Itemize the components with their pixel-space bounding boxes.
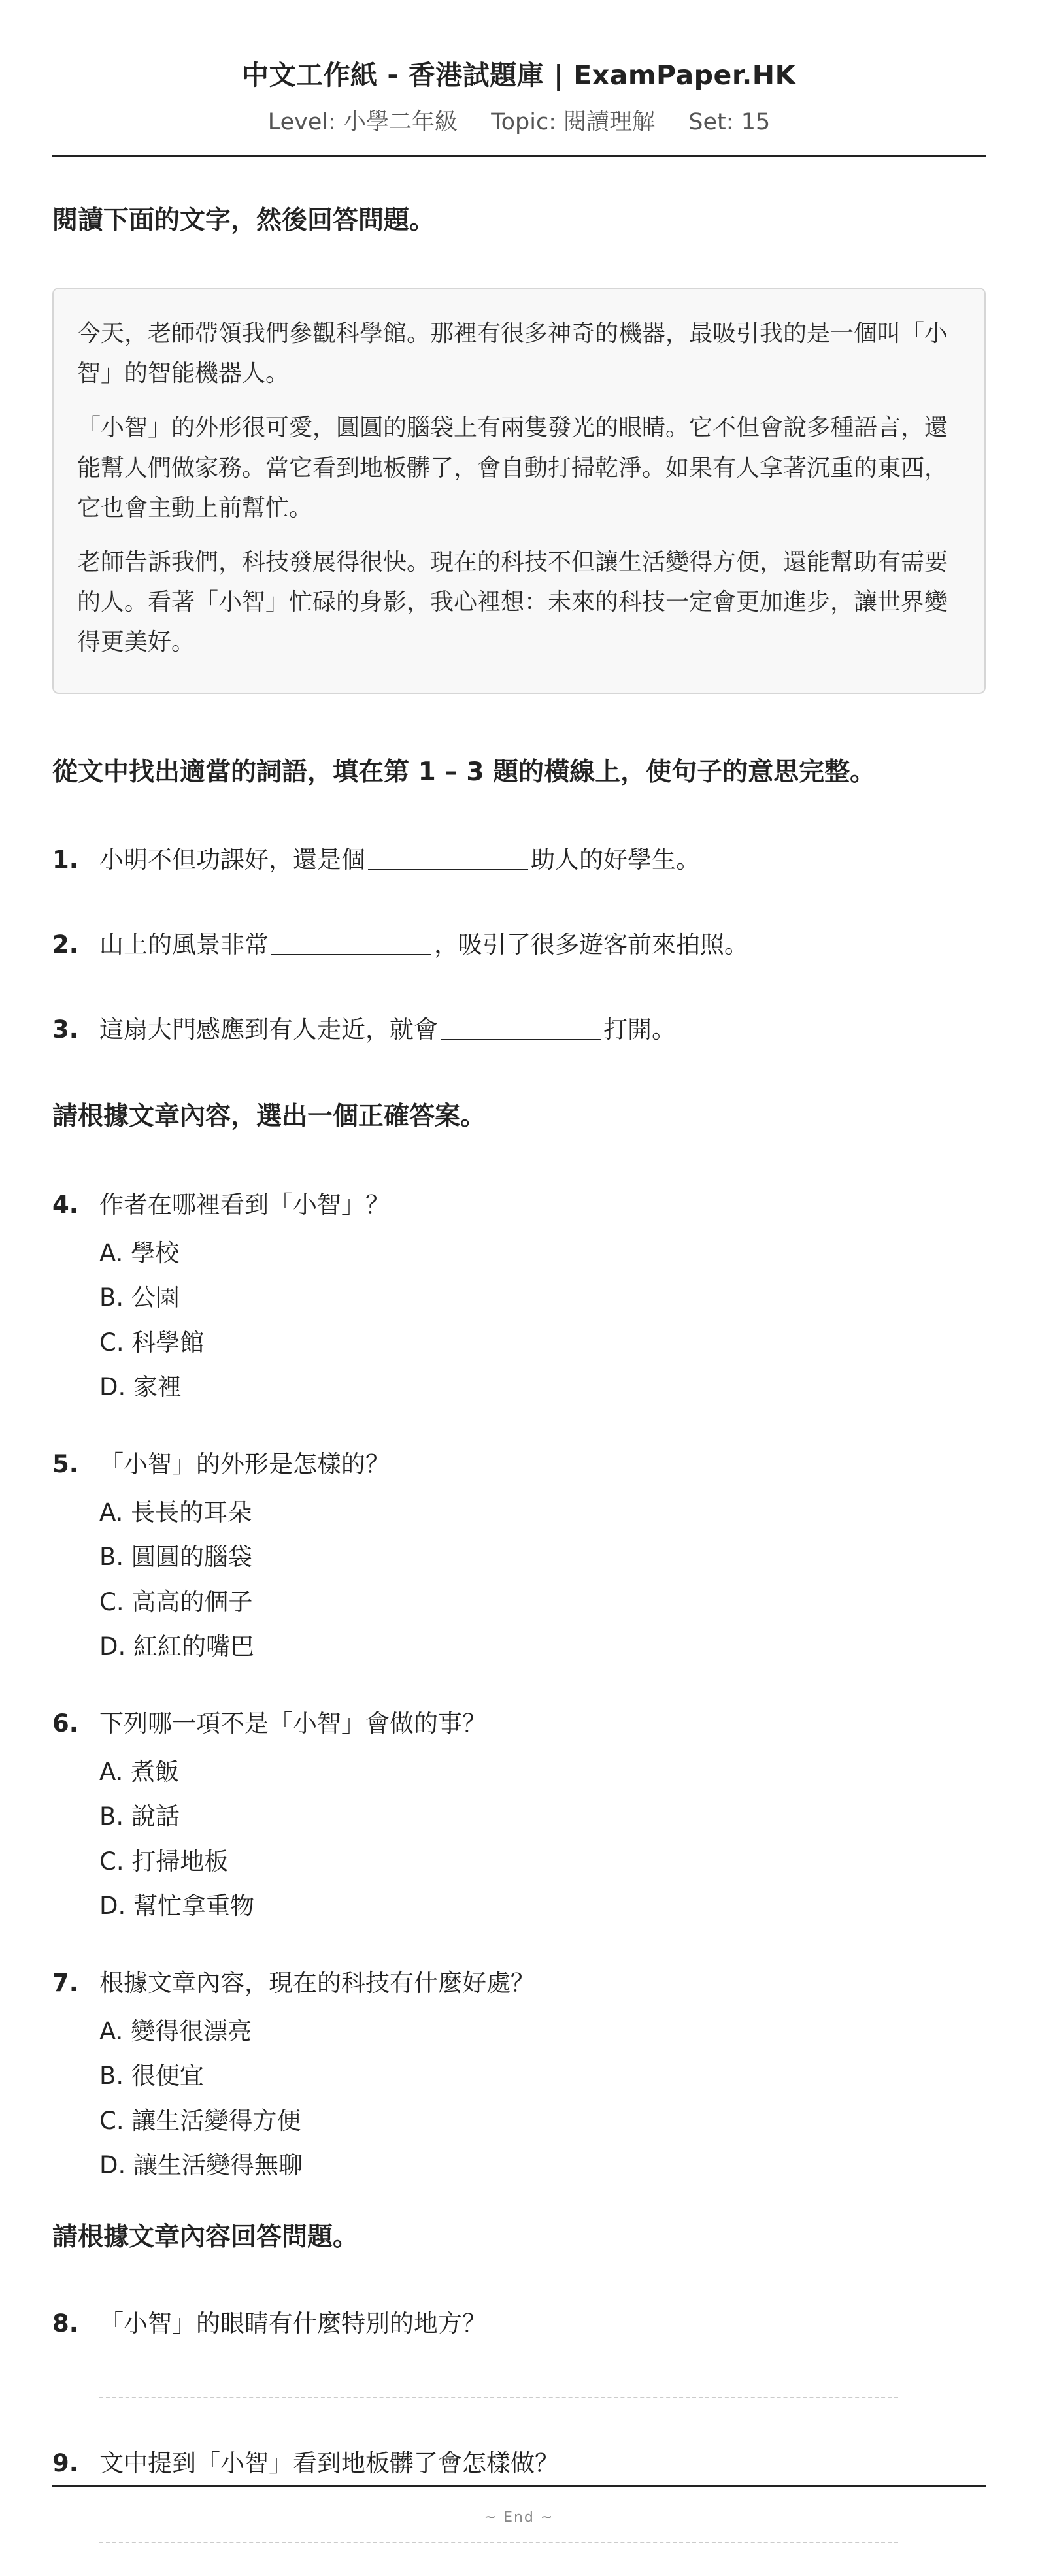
question-3 (52, 1013, 986, 1047)
answer-blank[interactable] (441, 1016, 601, 1040)
header-divider (52, 155, 986, 157)
option-list (99, 1231, 986, 1410)
option-c[interactable]: C. 科學館 (99, 1328, 205, 1357)
question-number: 5. (52, 1450, 78, 1478)
option-list (99, 1491, 986, 1670)
answer-blank[interactable] (368, 846, 528, 870)
page-title: 中文工作紙 - 香港試題庫 | ExamPaper.HK (242, 59, 796, 91)
question-2 (52, 928, 986, 962)
reading-passage (52, 288, 986, 694)
option-d[interactable]: D. 讓生活變得無聊 (99, 2151, 303, 2180)
question-text: 「小智」的眼睛有什麼特別的地方？ (99, 2309, 486, 2337)
passage-paragraph-2: 「小智」的外形很可愛，圓圓的腦袋上有兩隻發光的眼睛。它不但會說多種語言，還能幫人們做家務。當它看到地板髒了，會自動打掃乾淨。如果有人拿著沉重的東西，它也會主動上前幫忙。 (77, 414, 948, 521)
option-b[interactable]: B. 圓圓的腦袋 (99, 1543, 252, 1572)
option-list (99, 2009, 986, 2188)
question-text: 這扇大門感應到有人走近，就會 打開。 (99, 1016, 676, 1044)
question-1 (52, 843, 986, 877)
topic-label: Topic: 閱讀理解 (491, 109, 656, 136)
question-4 (52, 1188, 986, 1410)
option-c[interactable]: C. 高高的個子 (99, 1587, 253, 1616)
open-section-heading: 請根據文章內容回答問題。 (52, 2222, 359, 2252)
fill-section-heading: 從文中找出適當的詞語，填在第 1 – 3 題的橫線上，使句子的意思完整。 (52, 757, 876, 787)
passage-paragraph-3: 老師告訴我們，科技發展得很快。現在的科技不但讓生活變得方便，還能幫助有需要的人。看著「小智」忙碌的身影，我心裡想：未來的科技一定會更加進步，讓世界變得更美好。 (77, 548, 948, 656)
option-d[interactable]: D. 紅紅的嘴巴 (99, 1632, 255, 1661)
footer-divider (52, 2485, 986, 2487)
question-text: 山上的風景非常 ，吸引了很多遊客前來拍照。 (99, 931, 748, 959)
set-label: Set: 15 (688, 109, 771, 136)
question-text: 下列哪一項不是「小智」會做的事？ (99, 1709, 486, 1738)
worksheet-meta (52, 108, 986, 138)
question-6 (52, 1707, 986, 1929)
answer-area-8[interactable] (52, 2397, 986, 2398)
answer-line (99, 2542, 898, 2543)
question-number: 8. (52, 2309, 78, 2337)
question-number: 7. (52, 1969, 78, 1997)
option-b[interactable]: B. 很便宜 (99, 2062, 204, 2090)
option-list (99, 1750, 986, 1929)
option-b[interactable]: B. 說話 (99, 1802, 180, 1831)
option-c[interactable]: C. 打掃地板 (99, 1847, 229, 1875)
question-number: 3. (52, 1016, 78, 1044)
option-d[interactable]: D. 幫忙拿重物 (99, 1892, 255, 1921)
level-label: Level: 小學二年級 (267, 109, 458, 136)
question-7 (52, 1966, 986, 2188)
question-text: 「小智」的外形是怎樣的？ (99, 1450, 390, 1478)
question-text: 根據文章內容，現在的科技有什麼好處？ (99, 1969, 535, 1997)
answer-line (99, 2397, 898, 2398)
option-d[interactable]: D. 家裡 (99, 1373, 182, 1402)
answer-area-9[interactable] (52, 2542, 986, 2543)
question-number: 9. (52, 2449, 78, 2477)
answer-blank[interactable] (271, 931, 431, 955)
question-text: 作者在哪裡看到「小智」？ (99, 1191, 390, 1219)
option-b[interactable]: B. 公園 (99, 1283, 180, 1312)
question-number: 4. (52, 1191, 78, 1219)
question-9 (52, 2447, 986, 2481)
question-text: 小明不但功課好，還是個 助人的好學生。 (99, 846, 700, 874)
mc-section-heading: 請根據文章內容，選出一個正確答案。 (52, 1102, 486, 1131)
question-8 (52, 2307, 986, 2341)
question-text: 文中提到「小智」看到地板髒了會怎樣做？ (99, 2449, 559, 2477)
option-a[interactable]: A. 煮飯 (99, 1757, 180, 1786)
option-a[interactable]: A. 長長的耳朵 (99, 1498, 252, 1527)
passage-paragraph-1: 今天，老師帶領我們參觀科學館。那裡有很多神奇的機器，最吸引我的是一個叫「小智」的智能機器人。 (77, 320, 948, 388)
option-a[interactable]: A. 變得很漂亮 (99, 2017, 252, 2045)
question-5 (52, 1447, 986, 1670)
option-c[interactable]: C. 讓生活變得方便 (99, 2106, 301, 2135)
question-number: 6. (52, 1709, 78, 1738)
question-number: 2. (52, 931, 78, 959)
end-marker: ~ End ~ (484, 2509, 554, 2526)
worksheet-header (52, 0, 986, 138)
option-a[interactable]: A. 學校 (99, 1238, 180, 1267)
reading-heading: 閱讀下面的文字，然後回答問題。 (52, 206, 435, 235)
question-number: 1. (52, 846, 78, 874)
